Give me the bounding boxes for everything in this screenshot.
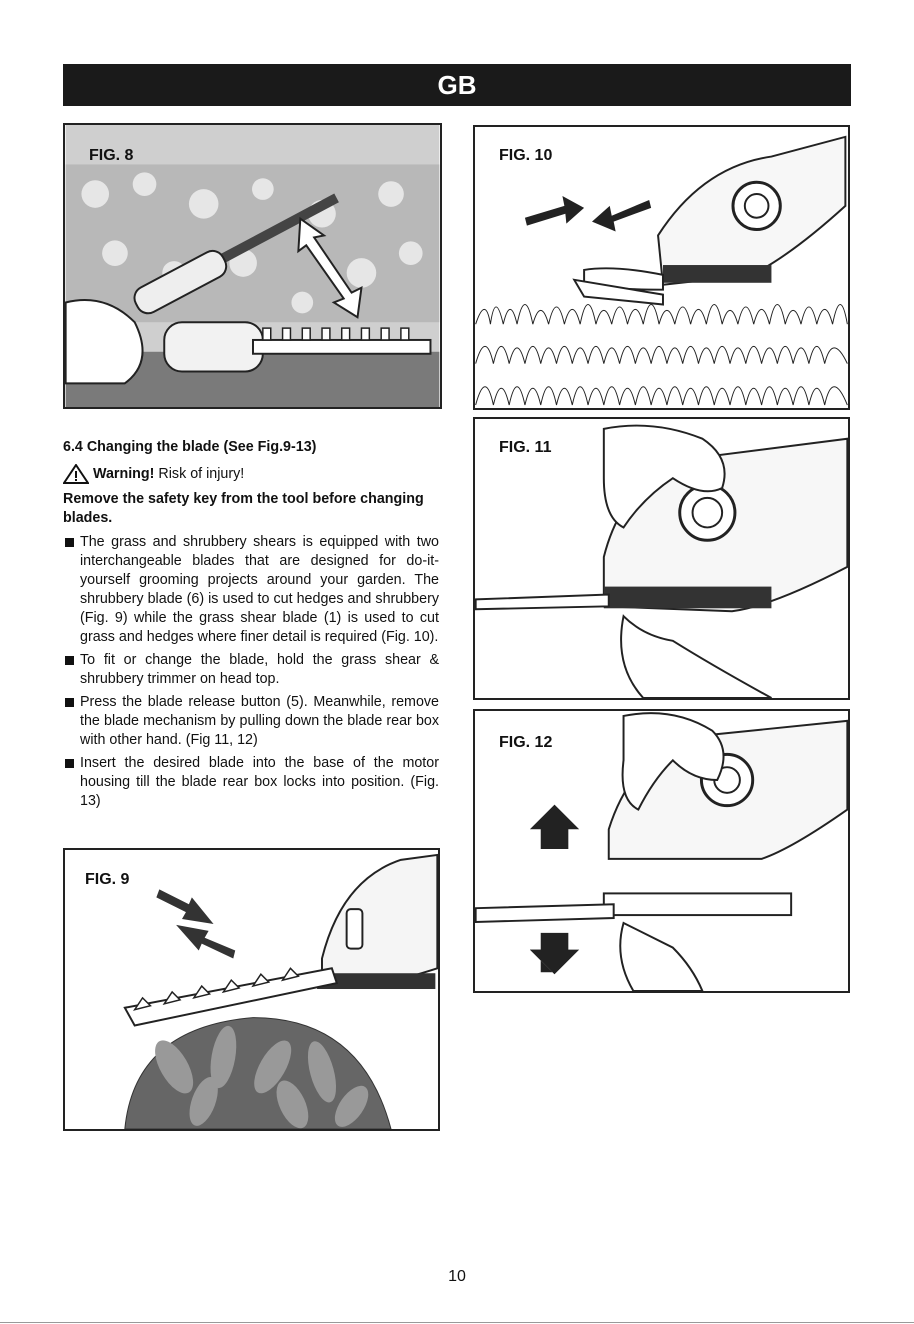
- list-item: To fit or change the blade, hold the grass shear & shrubbery trimmer on head top.: [63, 651, 439, 689]
- bottom-divider: [0, 1322, 914, 1323]
- blade-removal-illustration: [475, 711, 848, 991]
- warning-text: Risk of injury!: [158, 465, 245, 482]
- blade-release-illustration: [475, 419, 848, 698]
- figure-10-label: FIG. 10: [499, 147, 553, 164]
- figure-8-label: FIG. 8: [89, 147, 134, 164]
- section-title: 6.4 Changing the blade (See Fig.9-13): [63, 439, 317, 455]
- safety-note: Remove the safety key from the tool before changing blades.: [63, 491, 424, 526]
- list-item: The grass and shrubbery shears is equipped with two interchangeable blades that are designed for do-it-yourself grooming projects around your garden. The shrubbery blade (6) is used to cut hedges and shrubbery (Fig. 9) while the grass shear blade (1) is used to cut grass and hedges where finer detail is required (Fig. 10).: [63, 533, 439, 647]
- figure-11: [473, 417, 850, 700]
- figure-12-label: FIG. 12: [499, 734, 553, 751]
- warning-label: Warning!: [93, 465, 155, 482]
- page-number: 10: [448, 1268, 466, 1285]
- figure-8: [63, 123, 442, 409]
- list-item: Insert the desired blade into the base of the motor housing till the blade rear box locks into position. (Fig. 13): [63, 754, 439, 811]
- bullet-square-icon: [65, 698, 74, 707]
- bullet-square-icon: [65, 759, 74, 768]
- figure-12: [473, 709, 850, 993]
- warning-line: [63, 464, 439, 484]
- warning-triangle-icon: [63, 464, 89, 484]
- bullet-square-icon: [65, 656, 74, 665]
- language-header: GB: [63, 64, 851, 106]
- figure-9-label: FIG. 9: [85, 871, 130, 888]
- bullet-square-icon: [65, 538, 74, 547]
- figure-9: [63, 848, 440, 1131]
- hedge-trimmer-illustration: [65, 125, 440, 407]
- grass-shear-illustration: [475, 127, 848, 408]
- figure-11-label: FIG. 11: [499, 439, 552, 456]
- shrubbery-trimmer-illustration: [65, 850, 438, 1129]
- list-item: Press the blade release button (5). Meanwhile, remove the blade mechanism by pulling down the blade rear box with other hand. (Fig 11, 12): [63, 693, 439, 750]
- instructions-section: [63, 438, 439, 815]
- figure-10: [473, 125, 850, 410]
